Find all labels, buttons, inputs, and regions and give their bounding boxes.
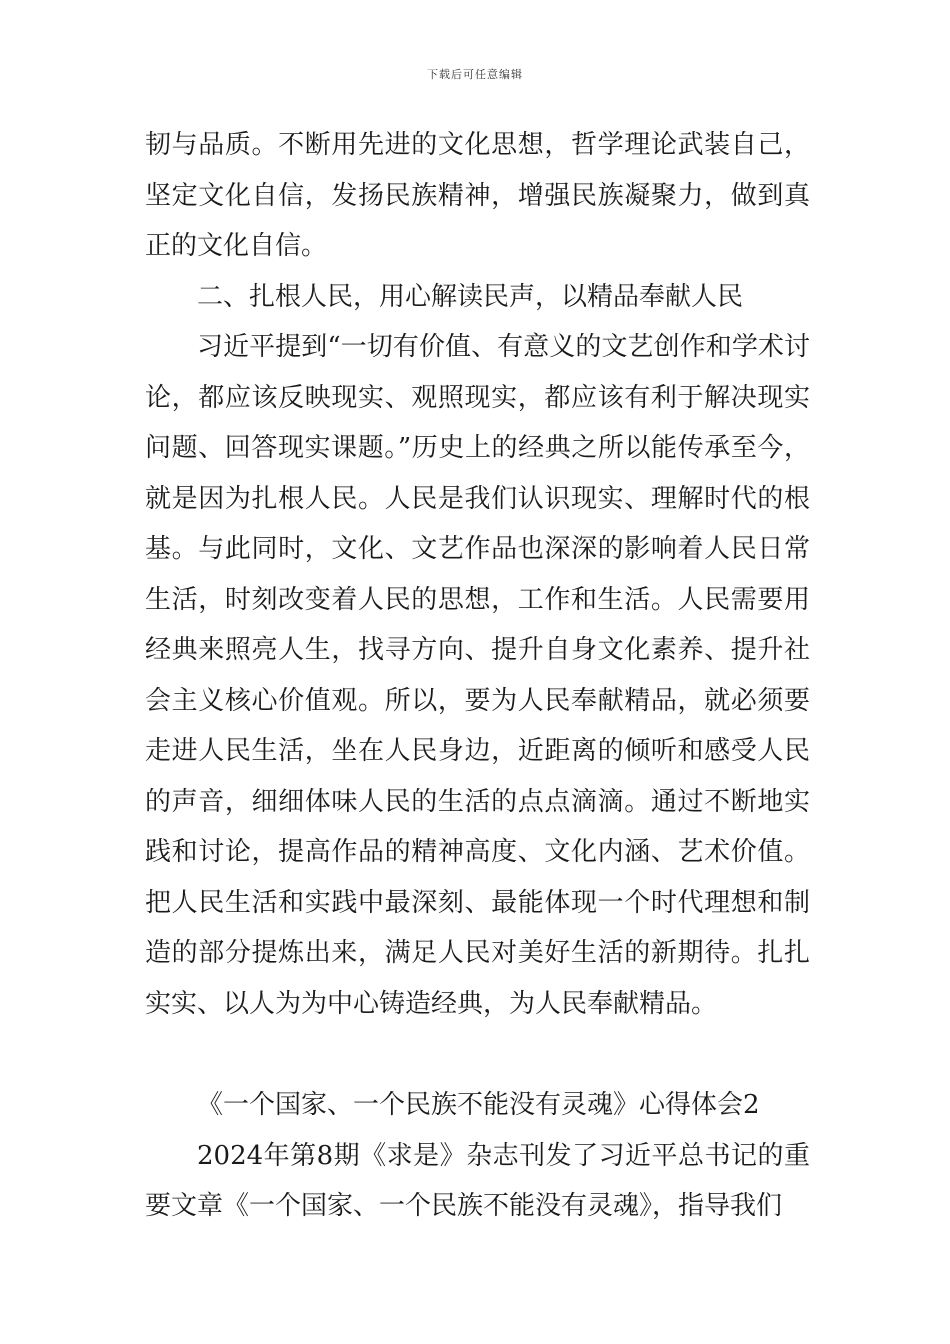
header-note: 下载后可任意编辑 [427,68,523,81]
paragraph-gap [145,1029,810,1080]
paragraph-main: 习近平提到“一切有价值、有意义的文艺创作和学术讨论，都应该反映现实、观照现实，都应该有利于解决现实问题、回答现实课题。”历史上的经典之所以能传承至今，就是因为扎根人民。人民是我们认识现实、理解时代的根基。与此同时，文化、文艺作品也深深的影响着人民日常生活，时刻改变着人民的思想，工作和生活。人民需要用经典来照亮人生，找寻方向、提升自身文化素养、提升社会主义核心价值观。所以，要为人民奉献精品，就必须要走进人民生活，坐在人民身边，近距离的倾听和感受人民的声音，细细体味人民的生活的点点滴滴。通过不断地实践和讨论，提高作品的精神高度、文化内涵、艺术价值。 把人民生活和实践中最深刻、最能体现一个时代理想和制造的部分提炼出来，满足人民对美好生活的新期待。扎扎实实、以人为为中心铸造经典，为人民奉献精品。 [145,332,810,1019]
section-heading: 二、扎根人民，用心解读民声，以精品奉献人民 [197,281,744,312]
article-title: 《一个国家、一个民族不能没有灵魂》心得体会2 [197,1090,760,1120]
document-body [145,120,810,1232]
paragraph-continuation: 韧与品质。不断用先进的文化思想，哲学理论武装自己，坚定文化自信，发扬民族精神，增强民族凝聚力，做到真正的文化自信。 [145,130,810,261]
paragraph-intro: 2024年第8期《求是》杂志刊发了习近平总书记的重要文章《一个国家、一个民族不能没有灵魂》，指导我们 [145,1140,810,1221]
